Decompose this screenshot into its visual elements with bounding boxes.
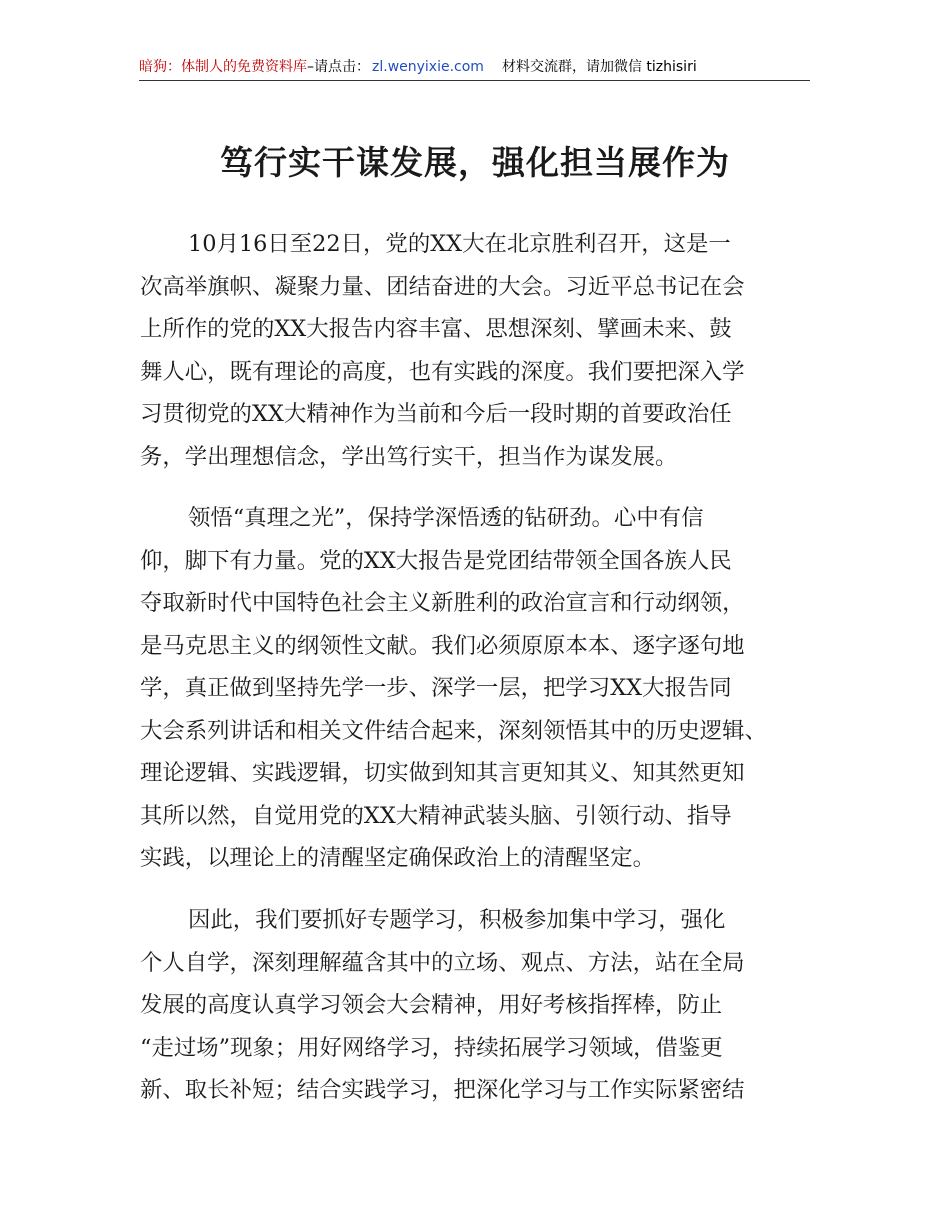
paragraph [140, 497, 840, 880]
paragraph-line: 学，真正做到坚持先学一步、深学一层，把学习XX大报告同 [140, 675, 732, 701]
paragraph-line: 夺取新时代中国特色社会主义新胜利的政治宣言和行动纲领， [140, 590, 745, 616]
paragraph-line: 舞人心，既有理论的高度，也有实践的深度。我们要把深入学 [140, 358, 745, 385]
paragraph-line: 上所作的党的XX大报告内容丰富、思想深刻、擘画未来、鼓 [140, 316, 732, 342]
document-title: 笃行实干谋发展，强化担当展作为 [220, 143, 730, 182]
paragraph-line: 仰，脚下有力量。党的XX大报告是党团结带领全国各族人民 [140, 547, 732, 574]
paragraph-line: 是马克思主义的纲领性文献。我们必须原原本本、逐字逐句地 [140, 632, 745, 659]
paragraph-line: 理论逻辑、实践逻辑，切实做到知其言更知其义、知其然更知 [140, 760, 745, 786]
paragraph-line: 其所以然，自觉用党的XX大精神武装头脑、引领行动、指导 [140, 802, 732, 829]
paragraph-line: 次高举旗帜、凝聚力量、团结奋进的大会。习近平总书记在会 [140, 273, 745, 300]
header-prompt: –请点击： [307, 59, 370, 75]
paragraph-line: 领悟“真理之光”，保持学深悟透的钻研劲。心中有信 [188, 505, 704, 531]
paragraph-line: 新、取长补短；结合实践学习，把深化学习与工作实际紧密结 [140, 1077, 745, 1103]
paragraph-line: 大会系列讲话和相关文件结合起来，深刻领悟其中的历史逻辑、 [140, 717, 767, 744]
paragraph-line: 个人自学，深刻理解蕴含其中的立场、观点、方法，站在全局 [140, 949, 745, 976]
paragraph-line: 因此，我们要抓好专题学习，积极参加集中学习，强化 [188, 907, 726, 933]
paragraph [140, 223, 840, 478]
paragraph-line: 习贯彻党的XX大精神作为当前和今后一段时期的首要政治任 [140, 401, 732, 427]
paragraph [140, 899, 840, 1112]
paragraph-line: “走过场”现象；用好网络学习，持续拓展学习领域，借鉴更 [140, 1034, 723, 1061]
paragraph-line: 发展的高度认真学习领会大会精神，用好考核指挥棒，防止 [140, 992, 723, 1018]
paragraph-line: 实践，以理论上的清醒坚定确保政治上的清醒坚定。 [140, 845, 655, 871]
header-brand: 暗狗：体制人的免费资料库 [139, 59, 307, 75]
header-link[interactable]: zl.wenyixie.com [372, 59, 484, 75]
paragraph-line: 10月16日至22日，党的XX大在北京胜利召开，这是一 [188, 231, 731, 257]
paragraph-line: 务，学出理想信念，学出笃行实干，担当作为谋发展。 [140, 443, 678, 470]
document-header [139, 56, 810, 81]
header-group-note: 材料交流群，请加微信 tizhisiri [501, 59, 697, 75]
